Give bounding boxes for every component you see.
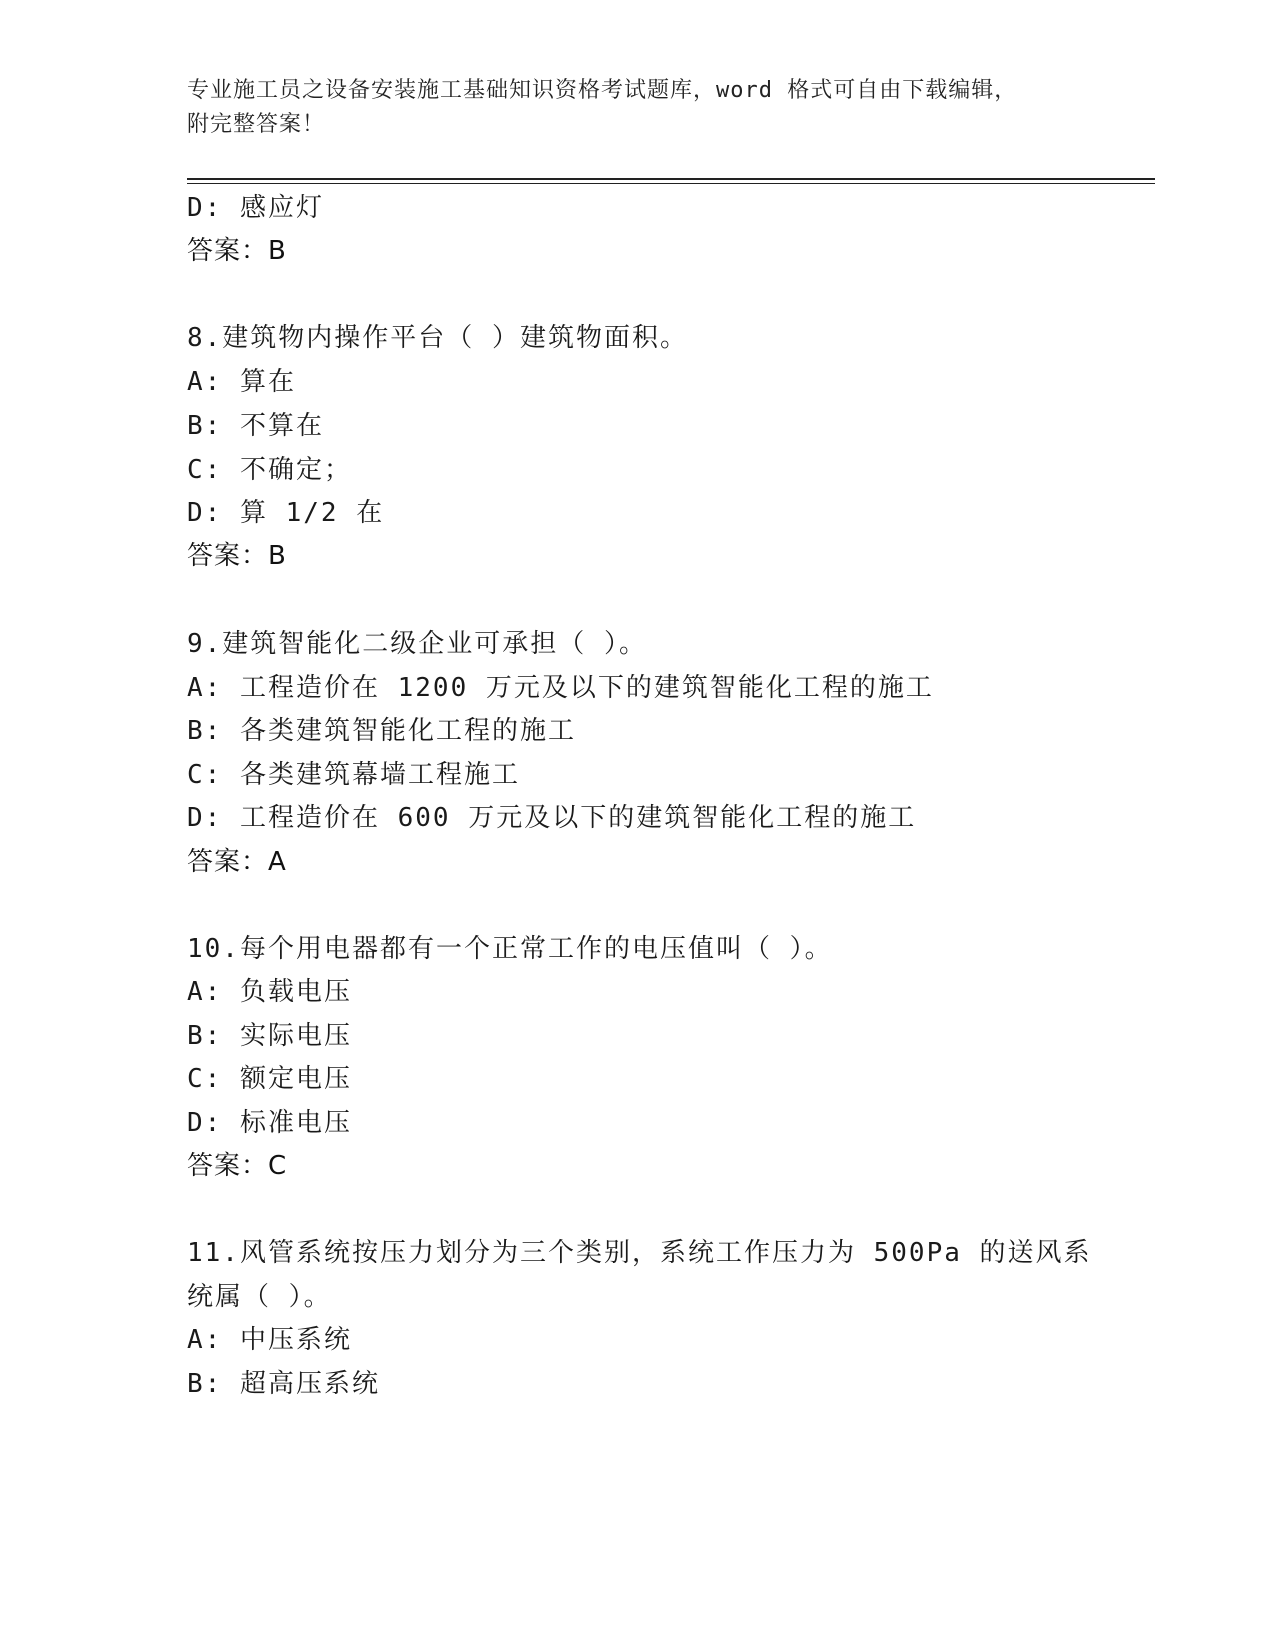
question-9-option-d: D: 工程造价在 600 万元及以下的建筑智能化工程的施工 [187, 803, 917, 833]
question-10-text: 10.每个用电器都有一个正常工作的电压值叫（ ）。 [187, 934, 833, 964]
question-8-answer: 答案：B [187, 541, 287, 571]
question-10-option-b: B: 实际电压 [187, 1021, 352, 1051]
question-8-option-b: B: 不算在 [187, 411, 324, 441]
question-9-option-c: C: 各类建筑幕墙工程施工 [187, 760, 520, 790]
question-10-answer: 答案：C [187, 1151, 288, 1181]
question-10-option-d: D: 标准电压 [187, 1108, 352, 1138]
prev-question-option-d: D: 感应灯 [187, 193, 324, 223]
question-8-text: 8.建筑物内操作平台（ ）建筑物面积。 [187, 323, 688, 353]
question-9-option-b: B: 各类建筑智能化工程的施工 [187, 716, 576, 746]
question-10-option-a: A: 负载电压 [187, 977, 352, 1007]
question-11-option-a: A: 中压系统 [187, 1325, 352, 1355]
question-11-text-line-2: 统属（ ）。 [187, 1282, 332, 1312]
header-line-2: 附完整答案！ [187, 112, 326, 137]
question-9-answer: 答案：A [187, 847, 287, 877]
prev-question-answer: 答案：B [187, 236, 287, 266]
document-header [187, 74, 1087, 142]
header-line-1: 专业施工员之设备安装施工基础知识资格考试题库，word 格式可自由下载编辑， [187, 78, 1018, 103]
question-10-option-c: C: 额定电压 [187, 1064, 352, 1094]
header-divider [187, 178, 1155, 184]
question-8-option-d: D: 算 1/2 在 [187, 498, 385, 528]
question-11-text-line-1: 11.风管系统按压力划分为三个类别，系统工作压力为 500Pa 的送风系 [187, 1238, 1092, 1268]
question-11-option-b: B: 超高压系统 [187, 1369, 380, 1399]
question-9-text: 9.建筑智能化二级企业可承担（ ）。 [187, 629, 647, 659]
question-8-option-c: C: 不确定； [187, 455, 352, 485]
question-9-option-a: A: 工程造价在 1200 万元及以下的建筑智能化工程的施工 [187, 673, 934, 703]
question-8-option-a: A: 算在 [187, 367, 296, 397]
